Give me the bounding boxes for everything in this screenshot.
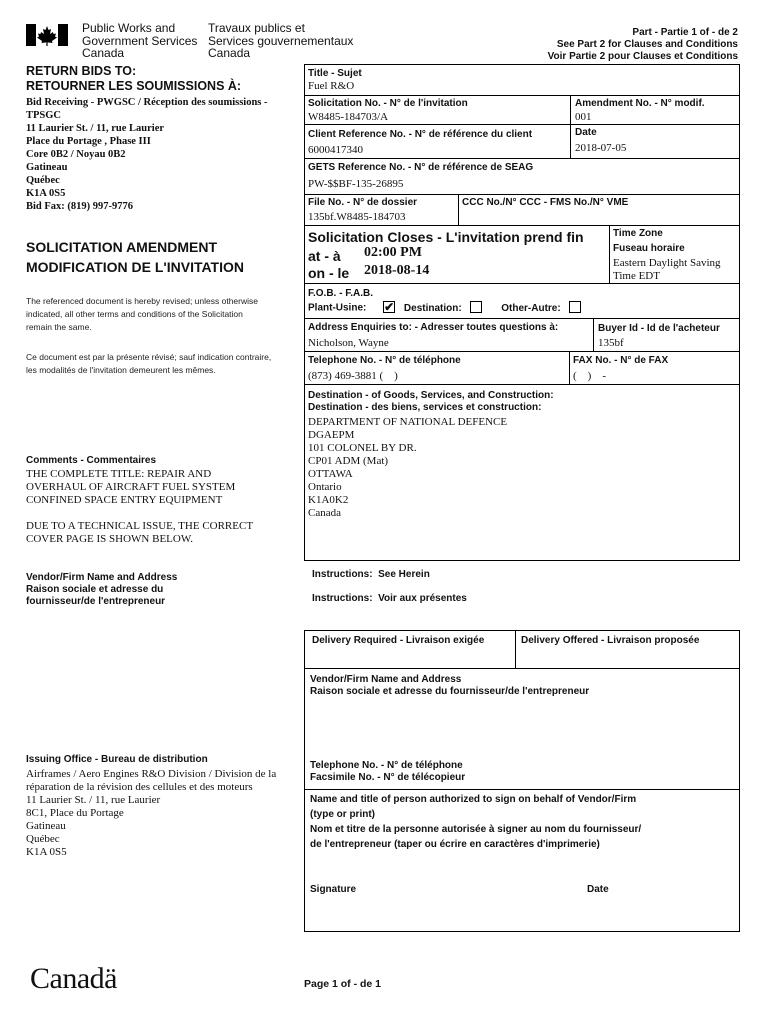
dept-en-line3: Canada: [82, 46, 125, 60]
destination-goods-value: DEPARTMENT OF NATIONAL DEFENCE DGAEPM 101 COLONEL BY DR. CP01 ADM (Mat) OTTAWA Ontario K1A0K2 Canada: [308, 416, 508, 519]
gets-label: GETS Reference No. - N° de référence de SEAG: [308, 162, 534, 173]
rule: [304, 95, 740, 96]
on-label: on - le: [308, 265, 350, 281]
voir-partie-label: Voir Partie 2 pour Clauses et Conditions: [547, 51, 738, 62]
date-label: Date: [575, 127, 597, 138]
dept-name-en: [82, 22, 197, 60]
dept-en-line2: Government Services: [82, 33, 198, 48]
closes-title: Solicitation Closes - L'invitation prend fin: [308, 229, 584, 245]
fax-label: FAX No. - N° de FAX: [573, 355, 669, 366]
dept-fr-line1: Travaux publics et: [208, 21, 305, 35]
rule: [304, 789, 740, 790]
signature-date-label: Date: [587, 884, 609, 895]
instructions-fr: Instructions: Voir aux présentes: [312, 593, 467, 604]
solicitation-value: W8485-184703/A: [308, 111, 389, 123]
rule: [569, 351, 570, 384]
amendment-no-value: 001: [575, 111, 592, 123]
comments-label: Comments - Commentaires: [26, 455, 157, 466]
destination-checkbox[interactable]: [470, 301, 482, 313]
at-label: at - à: [308, 248, 341, 264]
plant-usine-checkbox[interactable]: ✔: [384, 300, 395, 314]
amendment-title-fr: MODIFICATION DE L'INVITATION: [26, 259, 244, 275]
canada-wordmark: Canadä: [30, 962, 117, 995]
vendor-left-en: Vendor/Firm Name and Address: [26, 572, 178, 583]
closing-time: 02:00 PM: [364, 245, 422, 260]
name-title-label: Name and title of person authorized to sign on behalf of Vendor/Firm (type or print) Nom et titre de la personne autorisée à signer au nom du fournisseur/ de l'entrepreneur (taper ou écrire en caractères d'imprimerie): [310, 794, 642, 850]
dept-fr-line3: Canada: [208, 46, 251, 60]
plant-usine-label: Plant-Usine:: [308, 302, 367, 314]
solicitation-label: Solicitation No. - N° de l'invitation: [308, 98, 468, 109]
issuing-office-address: Airframes / Aero Engines R&O Division / Division de la réparation de la révision des cellules et des moteurs 11 Laurier St. / 11, rue Laurier 8C1, Place du Portage Gatineau Québec K1A 0S5: [26, 768, 277, 858]
rule: [304, 318, 740, 319]
rule: [570, 95, 571, 158]
buyer-id-label: Buyer Id - Id de l'acheteur: [598, 323, 720, 334]
dept-en-line1: Public Works and: [82, 21, 176, 35]
rule: [515, 630, 516, 668]
delivery-required-label: Delivery Required - Livraison exigée: [312, 635, 485, 646]
rule: [304, 124, 740, 125]
time-zone-value: Eastern Daylight Saving Time EDT: [613, 257, 721, 282]
rule: [304, 384, 740, 385]
time-zone-en: Time Zone: [613, 228, 663, 239]
buyer-id-value: 135bf: [598, 337, 624, 349]
signature-label: Signature: [310, 884, 357, 895]
comments-text: THE COMPLETE TITLE: REPAIR AND OVERHAUL OF AIRCRAFT FUEL SYSTEM CONFINED SPACE ENTRY EQUIPMENT: [26, 468, 236, 506]
title-value: Fuel R&O: [308, 80, 355, 92]
fob-label: F.O.B. - F.A.B.: [308, 288, 373, 299]
comments-text-2: DUE TO A TECHNICAL ISSUE, THE CORRECT COVER PAGE IS SHOWN BELOW.: [26, 520, 254, 545]
canada-flag-logo: [26, 24, 68, 46]
vendor-left-label: [26, 572, 177, 608]
rule: [304, 158, 740, 159]
delivery-offered-label: Delivery Offered - Livraison proposée: [521, 635, 700, 646]
dept-fr-line2: Services gouvernementaux: [208, 33, 354, 48]
instructions-en: Instructions: See Herein: [312, 569, 430, 580]
other-autre-label: Other-Autre:: [501, 302, 561, 314]
address-enquiries-value: Nicholson, Wayne: [308, 337, 389, 349]
rule: [593, 318, 594, 351]
client-ref-value: 6000417340: [308, 144, 363, 156]
time-zone-label: [613, 228, 685, 255]
rule: [304, 194, 740, 195]
rule: [304, 351, 740, 352]
destination-label: Destination:: [403, 302, 462, 314]
amendment-note-fr: Ce document est par la présente révisé; sauf indication contraire, les modalités de l'invitation demeurent les mêmes.: [26, 352, 272, 375]
time-zone-fr: Fuseau horaire: [613, 243, 685, 254]
see-part-label: See Part 2 for Clauses and Conditions: [556, 39, 738, 50]
amendment-no-label: Amendment No. - N° modif.: [575, 98, 705, 109]
amendment-title: [26, 237, 244, 277]
part-label: Part - Partie 1 of - de 2: [632, 27, 738, 38]
fax-value: ( ) -: [573, 370, 606, 382]
return-bids-en: RETURN BIDS TO:: [26, 64, 137, 78]
rule: [609, 225, 610, 283]
ccc-label: CCC No./N° CCC - FMS No./N° VME: [462, 197, 629, 208]
dept-name-fr: [208, 22, 353, 60]
gets-value: PW-$$BF-135-26895: [308, 178, 404, 190]
closing-date: 2018-08-14: [364, 263, 430, 278]
destination-goods-label: Destination - of Goods, Services, and Construction: Destination - des biens, services et construction:: [308, 390, 554, 413]
amendment-note-en: The referenced document is hereby revised; unless otherwise indicated, all other terms and conditions of the Solicitation remain the same.: [26, 296, 258, 332]
client-ref-label: Client Reference No. - N° de référence du client: [308, 129, 533, 140]
vendor-left-fr: Raison sociale et adresse du fournisseur/de l'entrepreneur: [26, 584, 166, 607]
rule: [458, 194, 459, 225]
fob-options: [308, 302, 581, 315]
page-number: Page 1 of - de 1: [304, 978, 382, 990]
part-info: [548, 27, 738, 63]
address-enquiries-label: Address Enquiries to: - Adresser toutes questions à:: [308, 322, 559, 333]
file-no-label: File No. - N° de dossier: [308, 197, 418, 208]
vendor-firm-label: Vendor/Firm Name and Address Raison sociale et adresse du fournisseur/de l'entrepreneur: [310, 674, 590, 697]
return-bids-fr: RETOURNER LES SOUMISSIONS À:: [26, 79, 242, 93]
rule: [304, 283, 740, 284]
other-autre-checkbox[interactable]: [569, 301, 581, 313]
return-bids-title: [26, 64, 241, 94]
amendment-title-en: SOLICITATION AMENDMENT: [26, 239, 218, 255]
return-bids-address: Bid Receiving - PWGSC / Réception des soumissions - TPSGC 11 Laurier St. / 11, rue Laurier Place du Portage , Phase III Core 0B2 / Noyau 0B2 Gatineau Québec K1A 0S5 Bid Fax: (819) 997-9776: [26, 97, 268, 212]
title-label: Title - Sujet: [308, 68, 362, 79]
issuing-office-label: Issuing Office - Bureau de distribution: [26, 754, 208, 765]
phone-label: Telephone No. - N° de téléphone: [308, 355, 461, 366]
rule: [304, 668, 740, 669]
date-value: 2018-07-05: [575, 142, 627, 154]
rule: [304, 225, 740, 226]
phone-value: (873) 469-3881 ( ): [308, 370, 398, 382]
tel-fax-label: Telephone No. - N° de téléphone Facsimile No. - N° de télécopieur: [310, 760, 466, 783]
file-no-value: 135bf.W8485-184703: [308, 211, 406, 223]
